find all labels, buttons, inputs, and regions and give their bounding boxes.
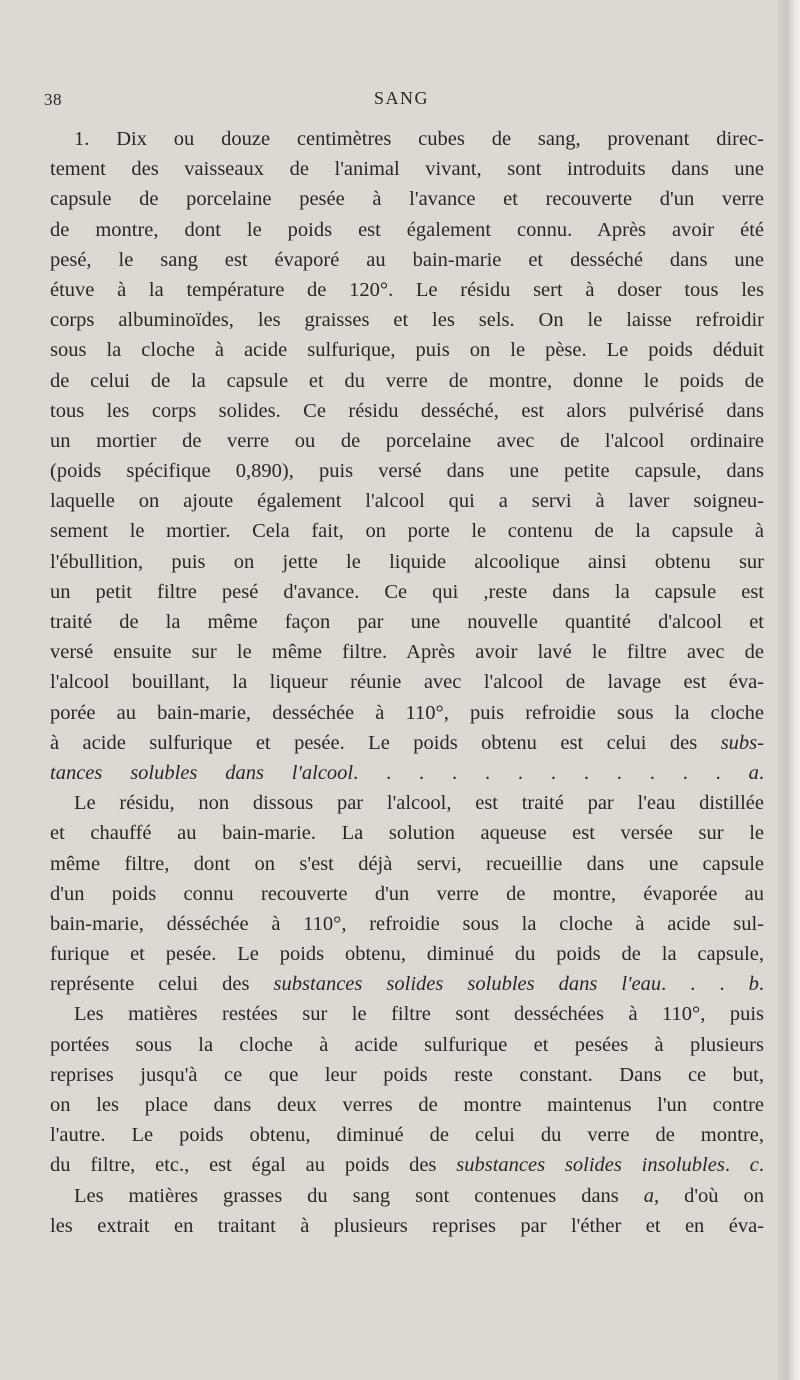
text-line: [50, 396, 764, 426]
italic-text: c: [749, 1154, 759, 1177]
text-segment: un mortier de verre ou de porcelaine avec de l'alcool ordinaire: [50, 429, 764, 452]
text-line: [50, 154, 764, 184]
text-segment: .: [758, 761, 764, 784]
text-line: [50, 637, 764, 667]
italic-text: a: [643, 1184, 654, 1207]
text-segment: l'autre. Le poids obtenu, diminué de celui du verre de montre,: [50, 1124, 764, 1147]
text-line: [50, 124, 764, 154]
text-segment: étuve à la température de 120°. Le résidu sert à doser tous les: [50, 278, 764, 301]
text-line: [50, 1030, 764, 1060]
text-segment: même filtre, dont on s'est déjà servi, recueillie dans une capsule: [50, 852, 764, 875]
text-line: [50, 788, 764, 818]
text-segment: reprises jusqu'à ce que leur poids reste constant. Dans ce but,: [50, 1063, 764, 1086]
text-line: [50, 849, 764, 879]
text-segment: (poids spécifique 0,890), puis versé dans une petite capsule, dans: [50, 460, 764, 483]
text-segment: 1. Dix ou douze centimètres cubes de sang, provenant direc-: [74, 128, 764, 150]
text-line: [50, 1120, 764, 1150]
text-segment: portées sous la cloche à acide sulfurique et pesées à plusieurs: [50, 1033, 764, 1056]
text-line: [50, 275, 764, 305]
text-line: [50, 818, 764, 848]
italic-text: substances solides insolubles: [456, 1154, 725, 1177]
text-line: [50, 728, 764, 758]
text-segment: .: [758, 973, 764, 996]
text-segment: versé ensuite sur le même filtre. Après avoir lavé le filtre avec de: [50, 641, 764, 664]
text-segment: pesé, le sang est évaporé au bain-marie et desséché dans une: [50, 248, 764, 271]
text-line: [50, 1090, 764, 1120]
text-segment: traité de la même façon par une nouvelle quantité d'alcool et: [50, 611, 764, 633]
text-line: [50, 547, 764, 577]
text-segment: tement des vaisseaux de l'animal vivant, sont introduits dans une: [50, 158, 764, 181]
text-segment: Les matières grasses du sang sont contenues dans: [74, 1184, 644, 1207]
text-line: [50, 516, 764, 546]
text-segment: capsule de porcelaine pesée à l'avance et recouverte d'un verre: [50, 188, 764, 211]
text-line: [50, 879, 764, 909]
italic-text: subs-: [720, 731, 764, 754]
text-line: [50, 245, 764, 275]
text-segment: .: [758, 1154, 764, 1177]
text-segment: porée au bain-marie, desséchée à 110°, puis refroidie sous la cloche: [50, 701, 764, 724]
text-segment: l'ébullition, puis on jette le liquide alcoolique ainsi obtenu sur: [50, 550, 764, 573]
text-segment: l'alcool bouillant, la liqueur réunie avec l'alcool de lavage est éva-: [50, 671, 764, 694]
text-line: [50, 305, 764, 335]
text-segment: , d'où on: [654, 1184, 764, 1207]
text-line: [50, 909, 764, 939]
text-line: [50, 698, 764, 728]
text-line: [50, 667, 764, 697]
page-header: [0, 88, 780, 114]
text-line: [50, 366, 764, 396]
text-segment: à acide sulfurique et pesée. Le poids obtenu est celui des: [50, 731, 721, 754]
text-segment: on les place dans deux verres de montre maintenus l'un contre: [50, 1094, 764, 1116]
text-segment: tous les corps solides. Ce résidu desséché, est alors pulvérisé dans: [50, 399, 764, 422]
italic-text: substances solides solubles dans l'eau: [273, 973, 662, 996]
text-line: [50, 969, 764, 999]
text-line: [50, 577, 764, 607]
italic-text: b: [748, 973, 759, 996]
text-segment: . . .: [661, 973, 749, 996]
text-segment: un petit filtre pesé d'avance. Ce qui ,reste dans la capsule est: [50, 580, 764, 603]
text-line: [50, 215, 764, 245]
text-segment: sement le mortier. Cela fait, on porte le contenu de la capsule à: [50, 520, 764, 543]
text-line: [50, 1211, 764, 1241]
text-segment: Les matières restées sur le filtre sont desséchées à 110°, puis: [74, 1003, 764, 1026]
text-line: [50, 426, 764, 456]
page-number: 38: [44, 90, 62, 109]
text-segment: d'un poids connu recouverte d'un verre de montre, évaporée au: [50, 882, 764, 905]
text-segment: du filtre, etc., est égal au poids des: [50, 1154, 457, 1177]
text-line: [50, 999, 764, 1029]
italic-text: tances solubles dans l'alcool: [50, 761, 354, 784]
text-segment: laquelle on ajoute également l'alcool qui a servi à laver soigneu-: [50, 490, 764, 513]
text-line: [50, 939, 764, 969]
text-segment: bain-marie, désséchée à 110°, refroidie sous la cloche à acide sul-: [50, 912, 764, 935]
text-segment: corps albuminoïdes, les graisses et les sels. On le laisse refroidir: [50, 309, 764, 332]
text-segment: les extrait en traitant à plusieurs reprises par l'éther et en éva-: [50, 1214, 764, 1237]
body-text: [50, 124, 764, 1241]
text-line: [50, 1060, 764, 1090]
text-line: [50, 184, 764, 214]
text-line: [50, 486, 764, 516]
page-edge-shadow: [778, 0, 800, 1380]
text-segment: . . . . . . . . . . . .: [353, 761, 749, 784]
text-line: [50, 758, 764, 788]
text-segment: furique et pesée. Le poids obtenu, diminué du poids de la capsule,: [50, 943, 764, 966]
text-segment: sous la cloche à acide sulfurique, puis on le pèse. Le poids déduit: [50, 339, 764, 362]
text-line: [50, 335, 764, 365]
text-segment: .: [724, 1154, 750, 1177]
text-line: [50, 1150, 764, 1180]
text-segment: et chauffé au bain-marie. La solution aqueuse est versée sur le: [50, 822, 764, 845]
text-line: [50, 456, 764, 486]
text-segment: représente celui des: [50, 973, 274, 996]
italic-text: a: [748, 761, 759, 784]
text-segment: Le résidu, non dissous par l'alcool, est traité par l'eau distillée: [74, 792, 764, 815]
text-line: [50, 607, 764, 637]
text-segment: de celui de la capsule et du verre de montre, donne le poids de: [50, 369, 764, 392]
text-line: [50, 1181, 764, 1211]
running-head: SANG: [374, 88, 430, 108]
text-segment: de montre, dont le poids est également connu. Après avoir été: [50, 218, 764, 241]
